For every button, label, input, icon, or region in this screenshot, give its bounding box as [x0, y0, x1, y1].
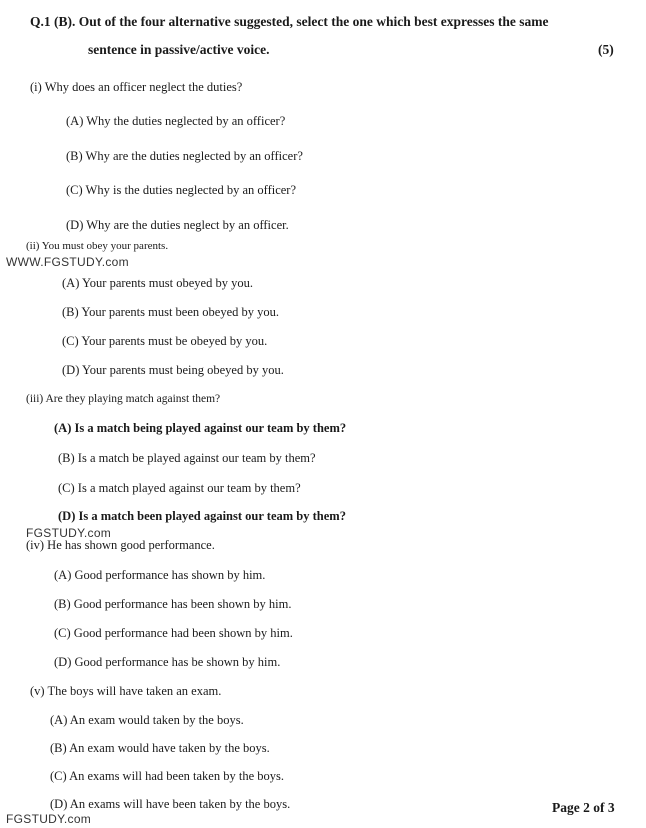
question-4-option-c: (C) Good performance had been shown by him. — [54, 626, 293, 640]
question-2-option-d: (D) Your parents must being obeyed by you. — [62, 363, 284, 377]
question-4-option-a: (A) Good performance has shown by him. — [54, 568, 266, 582]
question-2: (ii) You must obey your parents. — [26, 240, 169, 252]
question-3-option-d: (D) Is a match been played against our team by them? — [58, 509, 346, 523]
question-1: (i) Why does an officer neglect the duties? — [30, 80, 243, 94]
section-heading-continued: sentence in passive/active voice. — [88, 42, 270, 57]
question-4-option-d: (D) Good performance has be shown by him. — [54, 655, 281, 669]
question-3-option-b: (B) Is a match be played against our team by them? — [58, 451, 316, 465]
question-2-option-c: (C) Your parents must be obeyed by you. — [62, 334, 268, 348]
question-1-option-a: (A) Why the duties neglected by an officer? — [66, 114, 286, 128]
question-1-option-b: (B) Why are the duties neglected by an officer? — [66, 149, 303, 163]
question-3-option-c: (C) Is a match played against our team by them? — [58, 481, 301, 495]
question-3: (iii) Are they playing match against them? — [26, 393, 221, 405]
watermark-3: FGSTUDY.com — [6, 812, 92, 826]
page-number: Page 2 of 3 — [552, 800, 615, 815]
watermark-1: WWW.FGSTUDY.com — [6, 255, 129, 269]
section-heading: Q.1 (B). Out of the four alternative suggested, select the one which best expresses the same — [30, 14, 549, 29]
question-1-option-c: (C) Why is the duties neglected by an officer? — [66, 183, 297, 197]
question-2-option-b: (B) Your parents must been obeyed by you. — [62, 305, 279, 319]
question-5-option-a: (A) An exam would taken by the boys. — [50, 713, 244, 727]
question-4-option-b: (B) Good performance has been shown by him. — [54, 597, 292, 611]
question-5: (v) The boys will have taken an exam. — [30, 684, 222, 698]
question-4: (iv) He has shown good performance. — [26, 538, 215, 552]
question-5-option-c: (C) An exams will had been taken by the boys. — [50, 769, 284, 783]
marks-label: (5) — [598, 42, 614, 57]
watermark-2: FGSTUDY.com — [26, 526, 112, 540]
question-5-option-d: (D) An exams will have been taken by the boys. — [50, 797, 291, 811]
question-3-option-a: (A) Is a match being played against our team by them? — [54, 421, 347, 435]
question-2-option-a: (A) Your parents must obeyed by you. — [62, 276, 253, 290]
question-5-option-b: (B) An exam would have taken by the boys. — [50, 741, 270, 755]
question-1-option-d: (D) Why are the duties neglect by an officer. — [66, 218, 289, 232]
